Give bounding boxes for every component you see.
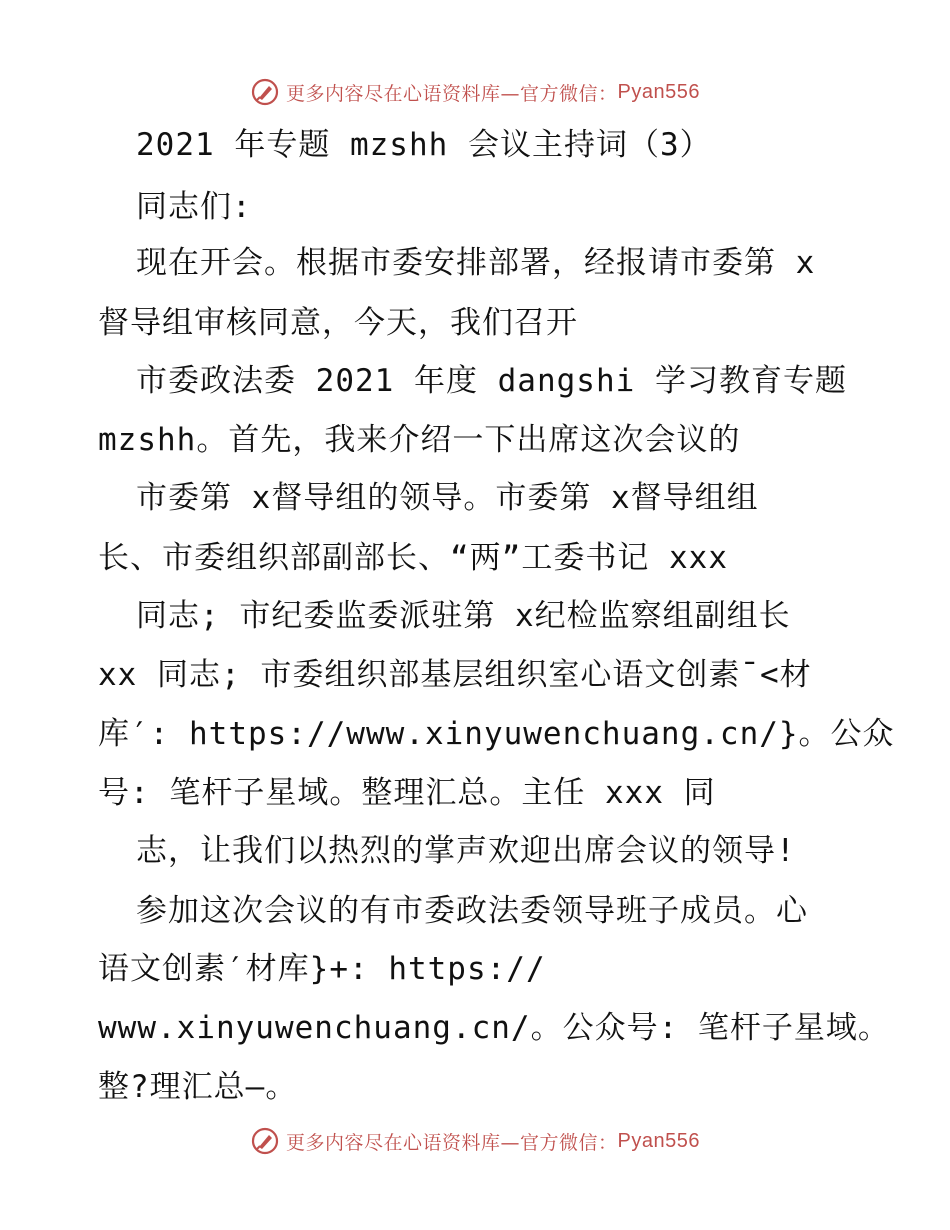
quill-pen-logo-icon: [250, 1126, 280, 1156]
text-line: 志，让我们以热烈的掌声欢迎出席会议的领导!: [136, 833, 796, 869]
text-line: xx 同志; 市委组织部基层组织室心语文创素¯<材: [98, 657, 812, 693]
text-line: 督导组审核同意，今天，我们召开: [98, 305, 578, 341]
text-line: 长、市委组织部副部长、“两”工委书记 xxx: [98, 540, 728, 576]
text-line: mzshh。首先，我来介绍一下出席这次会议的: [98, 422, 741, 458]
document-title: 2021 年专题 mzshh 会议主持词（3）: [136, 127, 712, 163]
quill-pen-logo-icon: [250, 77, 280, 107]
header-banner: [0, 72, 950, 112]
text-line: 同志们:: [136, 189, 252, 225]
text-line: 语文创素′材库}+: https://: [98, 951, 546, 987]
footer-banner: [0, 1121, 950, 1161]
text-line: 市委第 x督导组的领导。市委第 x督导组组: [136, 480, 759, 516]
banner-wechat-id: Pyan556: [617, 1129, 700, 1152]
text-line: 现在开会。根据市委安排部署，经报请市委第 x: [136, 245, 816, 281]
banner-text: 更多内容尽在心语资料库—官方微信：: [286, 82, 618, 105]
text-line: 号: 笔杆子星域。整理汇总。主任 xxx 同: [98, 775, 716, 811]
text-line: www.xinyuwenchuang.cn/。公众号: 笔杆子星域。: [98, 1010, 890, 1046]
text-line: 库′: https://www.xinyuwenchuang.cn/}。公众: [98, 716, 895, 752]
banner-text: 更多内容尽在心语资料库—官方微信：: [286, 1131, 618, 1154]
text-line: 整?理汇总—。: [98, 1069, 298, 1105]
text-line: 参加这次会议的有市委政法委领导班子成员。心: [136, 893, 808, 929]
text-line: 同志; 市纪委监委派驻第 x纪检监察组副组长: [136, 598, 791, 634]
banner-wechat-id: Pyan556: [617, 80, 700, 103]
text-line: 市委政法委 2021 年度 dangshi 学习教育专题: [136, 363, 847, 399]
